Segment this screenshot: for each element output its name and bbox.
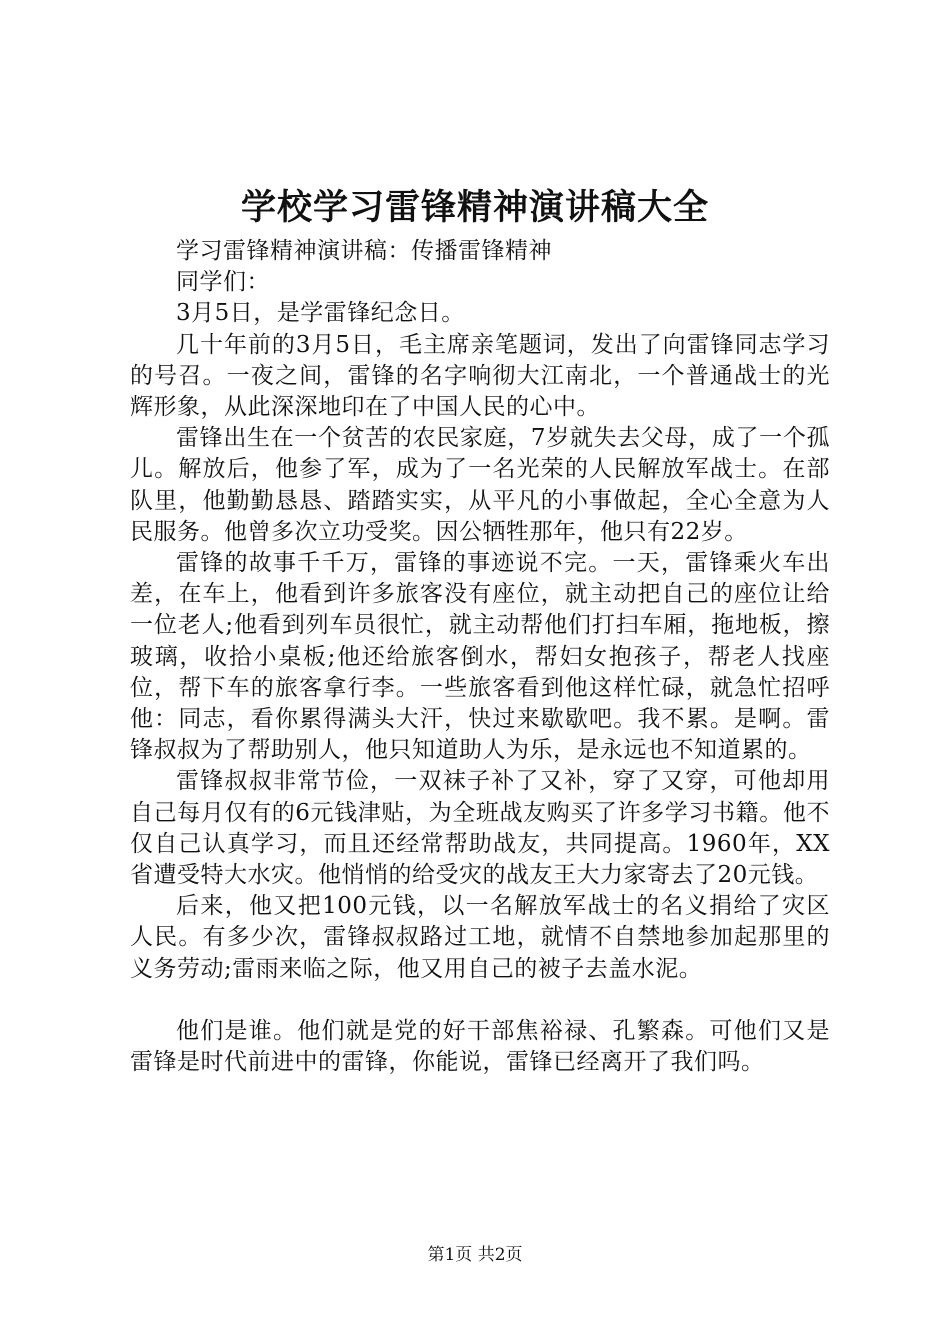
paragraph: 雷锋叔叔非常节俭，一双袜子补了又补，穿了又穿，可他却用自己每月仅有的6元钱津贴，为全班战友购买了许多学习书籍。他不仅自己认真学习，而且还经常帮助战友，共同提高。1960年，XX省遭受特大水灾。他悄悄的给受灾的战友王大力家寄去了20元钱。 <box>130 768 830 889</box>
paragraph: 雷锋的故事千千万，雷锋的事迹说不完。一天，雷锋乘火车出差，在车上，他看到许多旅客没有座位，就主动把自己的座位让给一位老人;他看到列车员很忙，就主动帮他们打扫车厢，拖地板，擦玻璃，收拾小桌板;他还给旅客倒水，帮妇女抱孩子，帮老人找座位，帮下车的旅客拿行李。一些旅客看到他这样忙碌，就急忙招呼他：同志，看你累得满头大汗，快过来歇歇吧。我不累。是啊。雷锋叔叔为了帮助别人，他只知道助人为乐，是永远也不知道累的。 <box>130 550 830 764</box>
paragraph-salutation: 同学们： <box>176 269 270 296</box>
paragraph-subtitle: 学习雷锋精神演讲稿：传播雷锋精神 <box>176 238 552 264</box>
page-footer: 第1页 共2页 <box>427 1245 523 1265</box>
paragraph: 几十年前的3月5日，毛主席亲笔题词，发出了向雷锋同志学习的号召。一夜之间，雷锋的名字响彻大江南北，一个普通战士的光辉形象，从此深深地印在了中国人民的心中。 <box>130 331 830 421</box>
document-body <box>130 236 830 1078</box>
document-title: 学校学习雷锋精神演讲稿大全 <box>240 187 709 228</box>
paragraph: 3月5日，是学雷锋纪念日。 <box>176 300 465 327</box>
paragraph: 雷锋出生在一个贫苦的农民家庭，7岁就失去父母，成了一个孤儿。解放后，他参了军，成为了一名光荣的人民解放军战士。在部队里，他勤勤恳恳、踏踏实实，从平凡的小事做起，全心全意为人民服务。他曾多次立功受奖。因公牺牲那年，他只有22岁。 <box>130 425 830 545</box>
paragraph: 他们是谁。他们就是党的好干部焦裕禄、孔繁森。可他们又是雷锋是时代前进中的雷锋，你能说，雷锋已经离开了我们吗。 <box>130 1017 830 1076</box>
paragraph: 后来，他又把100元钱，以一名解放军战士的名义捐给了灾区人民。有多少次，雷锋叔叔路过工地，就情不自禁地参加起那里的义务劳动;雷雨来临之际，他又用自己的被子去盖水泥。 <box>130 893 830 982</box>
